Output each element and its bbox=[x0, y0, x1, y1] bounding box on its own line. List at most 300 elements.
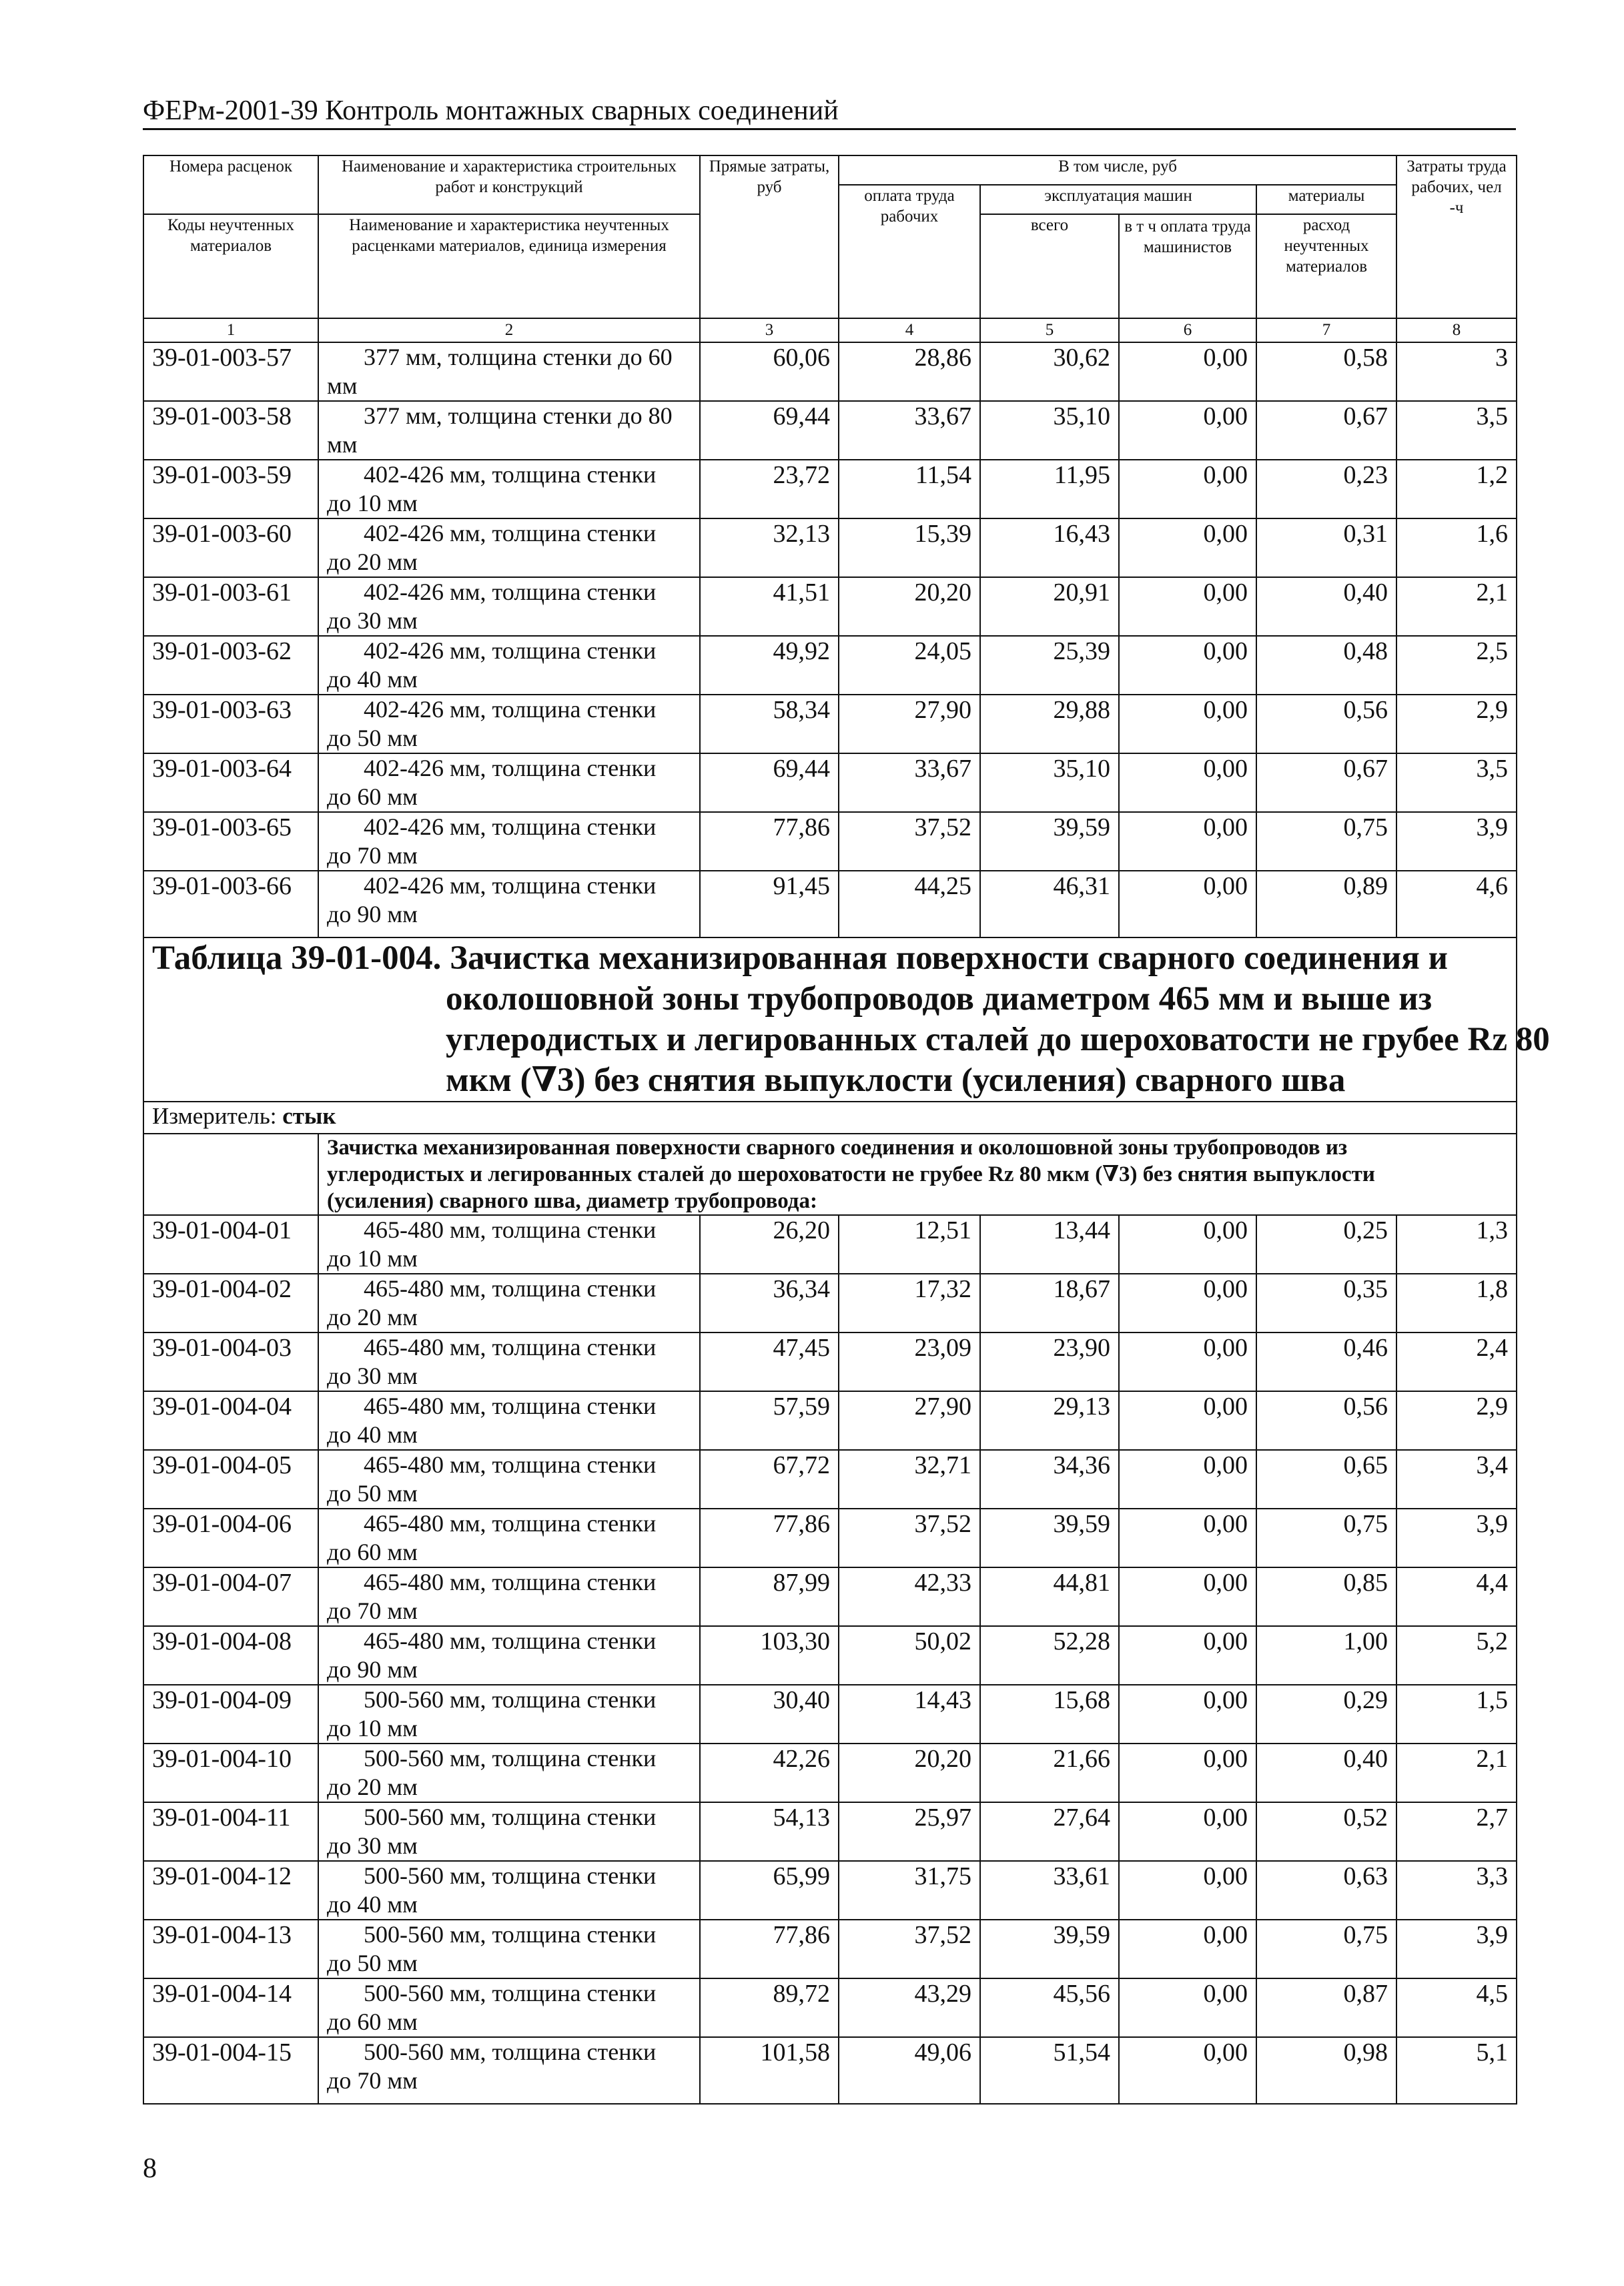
machinists-wages: 0,00 bbox=[1119, 1861, 1256, 1920]
materials-cost: 0,58 bbox=[1256, 342, 1396, 401]
machinists-wages: 0,00 bbox=[1119, 577, 1256, 636]
work-description bbox=[318, 1332, 700, 1391]
work-description-line-2: до 70 мм bbox=[327, 2067, 418, 2094]
machines-total: 20,91 bbox=[980, 577, 1119, 636]
work-description bbox=[318, 753, 700, 812]
direct-costs: 57,59 bbox=[700, 1391, 839, 1450]
workers-wages: 42,33 bbox=[839, 1567, 980, 1626]
work-description-line-2: до 50 мм bbox=[327, 1950, 418, 1976]
workers-wages: 32,71 bbox=[839, 1450, 980, 1509]
direct-costs: 41,51 bbox=[700, 577, 839, 636]
workers-wages: 17,32 bbox=[839, 1274, 980, 1332]
labor-header: Затраты труда рабочих, чел -ч bbox=[1396, 155, 1517, 318]
work-description-line-2: до 50 мм bbox=[327, 725, 418, 751]
machines-header: эксплуатация машин bbox=[980, 185, 1256, 214]
rates-table bbox=[143, 155, 1550, 2105]
machines-total: 34,36 bbox=[980, 1450, 1119, 1509]
workers-wages: 43,29 bbox=[839, 1978, 980, 2037]
rate-code: 39-01-003-61 bbox=[143, 577, 318, 636]
table-row bbox=[143, 1215, 1517, 1274]
materials-cost: 0,67 bbox=[1256, 753, 1396, 812]
table-row bbox=[143, 577, 1517, 636]
direct-costs: 23,72 bbox=[700, 460, 839, 518]
direct-costs: 36,34 bbox=[700, 1274, 839, 1332]
workers-wages: 33,67 bbox=[839, 401, 980, 460]
machinists-wages: 0,00 bbox=[1119, 1802, 1256, 1861]
labor-costs: 4,4 bbox=[1396, 1567, 1517, 1626]
work-description-line-2: до 30 мм bbox=[327, 1363, 418, 1389]
rate-code: 39-01-004-07 bbox=[143, 1567, 318, 1626]
work-description-line-1: 465-480 мм, толщина стенки bbox=[364, 1569, 657, 1595]
labor-costs: 3,9 bbox=[1396, 1509, 1517, 1567]
work-description-line-1: 465-480 мм, толщина стенки bbox=[364, 1216, 657, 1243]
work-description bbox=[318, 1274, 700, 1332]
group-description-line: (усиления) сварного шва, диаметр трубопровода: bbox=[327, 1189, 817, 1213]
machines-total: 33,61 bbox=[980, 1861, 1119, 1920]
materials-cost: 0,85 bbox=[1256, 1567, 1396, 1626]
work-description-line-1: 377 мм, толщина стенки до 60 bbox=[364, 344, 673, 370]
labor-costs: 3,5 bbox=[1396, 753, 1517, 812]
labor-costs: 1,5 bbox=[1396, 1685, 1517, 1744]
work-description-line-2: до 20 мм bbox=[327, 1774, 418, 1800]
work-description bbox=[318, 1920, 700, 1978]
column-number: 8 bbox=[1396, 318, 1517, 342]
work-description-line-2: до 10 мм bbox=[327, 1715, 418, 1742]
direct-costs: 77,86 bbox=[700, 812, 839, 871]
rate-code: 39-01-004-09 bbox=[143, 1685, 318, 1744]
direct-costs: 60,06 bbox=[700, 342, 839, 401]
materials-cost: 0,46 bbox=[1256, 1332, 1396, 1391]
direct-costs: 42,26 bbox=[700, 1744, 839, 1802]
including-header: В том числе, руб bbox=[839, 155, 1396, 185]
table-row bbox=[143, 753, 1517, 812]
workers-wages: 49,06 bbox=[839, 2037, 980, 2104]
labor-costs: 3,3 bbox=[1396, 1861, 1517, 1920]
machinists-wages: 0,00 bbox=[1119, 1450, 1256, 1509]
rate-code: 39-01-004-10 bbox=[143, 1744, 318, 1802]
table-row bbox=[143, 1332, 1517, 1391]
work-description-line-2: до 90 мм bbox=[327, 1656, 418, 1683]
work-description-line-1: 402-426 мм, толщина стенки bbox=[364, 520, 657, 546]
workers-wages: 37,52 bbox=[839, 1509, 980, 1567]
column-number: 5 bbox=[980, 318, 1119, 342]
workers-wages: 50,02 bbox=[839, 1626, 980, 1685]
direct-costs: 87,99 bbox=[700, 1567, 839, 1626]
labor-costs: 2,7 bbox=[1396, 1802, 1517, 1861]
table-39-01-004-heading bbox=[143, 937, 1550, 1215]
machinists-wages: 0,00 bbox=[1119, 1567, 1256, 1626]
machinists-wages: 0,00 bbox=[1119, 401, 1256, 460]
direct-costs: 49,92 bbox=[700, 636, 839, 695]
rate-code: 39-01-003-66 bbox=[143, 871, 318, 937]
materials-cost: 0,52 bbox=[1256, 1802, 1396, 1861]
rate-code: 39-01-004-12 bbox=[143, 1861, 318, 1920]
workers-wages: 24,05 bbox=[839, 636, 980, 695]
machinists-wages: 0,00 bbox=[1119, 753, 1256, 812]
direct-costs: 91,45 bbox=[700, 871, 839, 937]
work-description-line-2: до 30 мм bbox=[327, 1832, 418, 1859]
machines-total: 52,28 bbox=[980, 1626, 1119, 1685]
rate-code: 39-01-003-59 bbox=[143, 460, 318, 518]
labor-costs: 1,3 bbox=[1396, 1215, 1517, 1274]
work-description-line-2: до 20 мм bbox=[327, 1304, 418, 1330]
workers-wages: 25,97 bbox=[839, 1802, 980, 1861]
work-description bbox=[318, 1978, 700, 2037]
direct-costs: 101,58 bbox=[700, 2037, 839, 2104]
labor-costs: 4,5 bbox=[1396, 1978, 1517, 2037]
work-description-line-1: 402-426 мм, толщина стенки bbox=[364, 461, 657, 488]
work-description bbox=[318, 2037, 700, 2104]
work-description-line-1: 500-560 мм, толщина стенки bbox=[364, 1921, 657, 1948]
work-description-line-1: 377 мм, толщина стенки до 80 bbox=[364, 402, 673, 429]
table-row bbox=[143, 518, 1517, 577]
materials-cost: 0,40 bbox=[1256, 577, 1396, 636]
labor-costs: 1,2 bbox=[1396, 460, 1517, 518]
group-description bbox=[318, 1134, 1517, 1215]
workers-wages: 37,52 bbox=[839, 1920, 980, 1978]
work-description bbox=[318, 577, 700, 636]
workers-wages: 12,51 bbox=[839, 1215, 980, 1274]
machinists-wages: 0,00 bbox=[1119, 460, 1256, 518]
workers-wages: 23,09 bbox=[839, 1332, 980, 1391]
table-title-line: углеродистых и легированных сталей до шероховатости не грубее Rz 80 bbox=[446, 1021, 1550, 1058]
table-row bbox=[143, 812, 1517, 871]
table-row bbox=[143, 1391, 1517, 1450]
direct-costs: 26,20 bbox=[700, 1215, 839, 1274]
table-title-line: мкм (∇3) без снятия выпуклости (усиления) сварного шва bbox=[446, 1062, 1346, 1099]
work-description bbox=[318, 695, 700, 753]
machines-total: 18,67 bbox=[980, 1274, 1119, 1332]
table-row bbox=[143, 1978, 1517, 2037]
work-description-line-2: до 90 мм bbox=[327, 901, 418, 927]
table-row bbox=[143, 342, 1517, 401]
work-description-line-2: до 60 мм bbox=[327, 2008, 418, 2035]
work-description-line-2: мм bbox=[327, 431, 358, 458]
wages-header: оплата труда рабочих bbox=[839, 185, 980, 318]
group-code-cell bbox=[143, 1134, 318, 1215]
table-title bbox=[143, 937, 1550, 1102]
work-description-line-2: до 50 мм bbox=[327, 1480, 418, 1507]
labor-costs: 1,6 bbox=[1396, 518, 1517, 577]
work-description-line-1: 465-480 мм, толщина стенки bbox=[364, 1510, 657, 1537]
labor-costs: 2,9 bbox=[1396, 695, 1517, 753]
machinists-wages: 0,00 bbox=[1119, 1920, 1256, 1978]
materials-cost: 0,40 bbox=[1256, 1744, 1396, 1802]
work-description-line-2: до 10 мм bbox=[327, 490, 418, 516]
table-row bbox=[143, 1744, 1517, 1802]
machinists-wages: 0,00 bbox=[1119, 812, 1256, 871]
work-description bbox=[318, 1567, 700, 1626]
table-row bbox=[143, 636, 1517, 695]
machinists-wages: 0,00 bbox=[1119, 1509, 1256, 1567]
rate-code: 39-01-003-60 bbox=[143, 518, 318, 577]
workers-wages: 27,90 bbox=[839, 695, 980, 753]
table-row bbox=[143, 1509, 1517, 1567]
rate-code: 39-01-003-62 bbox=[143, 636, 318, 695]
machinists-wages: 0,00 bbox=[1119, 342, 1256, 401]
column-number: 2 bbox=[318, 318, 700, 342]
materials-cost: 0,56 bbox=[1256, 1391, 1396, 1450]
work-description bbox=[318, 1626, 700, 1685]
direct-costs: 89,72 bbox=[700, 1978, 839, 2037]
labor-costs: 2,4 bbox=[1396, 1332, 1517, 1391]
table-row bbox=[143, 1861, 1517, 1920]
work-description-line-1: 465-480 мм, толщина стенки bbox=[364, 1334, 657, 1361]
machinists-wages: 0,00 bbox=[1119, 1215, 1256, 1274]
work-description bbox=[318, 1861, 700, 1920]
materials-cost: 0,35 bbox=[1256, 1274, 1396, 1332]
labor-costs: 1,8 bbox=[1396, 1274, 1517, 1332]
table-row bbox=[143, 695, 1517, 753]
labor-costs: 5,2 bbox=[1396, 1626, 1517, 1685]
table-row bbox=[143, 1920, 1517, 1978]
workers-wages: 33,67 bbox=[839, 753, 980, 812]
rate-code: 39-01-004-13 bbox=[143, 1920, 318, 1978]
machines-total: 39,59 bbox=[980, 1509, 1119, 1567]
work-description-line-1: 402-426 мм, толщина стенки bbox=[364, 637, 657, 664]
workers-wages: 14,43 bbox=[839, 1685, 980, 1744]
machinists-wages: 0,00 bbox=[1119, 1978, 1256, 2037]
materials-cost: 0,23 bbox=[1256, 460, 1396, 518]
direct-costs: 103,30 bbox=[700, 1626, 839, 1685]
direct-costs: 67,72 bbox=[700, 1450, 839, 1509]
rate-code: 39-01-003-65 bbox=[143, 812, 318, 871]
machinists-wages: 0,00 bbox=[1119, 2037, 1256, 2104]
machines-total: 21,66 bbox=[980, 1744, 1119, 1802]
machines-total: 39,59 bbox=[980, 812, 1119, 871]
work-description bbox=[318, 401, 700, 460]
work-description bbox=[318, 1391, 700, 1450]
page-header: ФЕРм-2001-39 Контроль монтажных сварных соединений bbox=[143, 93, 1516, 130]
materials-cost: 0,63 bbox=[1256, 1861, 1396, 1920]
work-description-line-1: 465-480 мм, толщина стенки bbox=[364, 1393, 657, 1419]
unit-of-measure bbox=[143, 1102, 1517, 1134]
workers-wages: 15,39 bbox=[839, 518, 980, 577]
table-row bbox=[143, 1802, 1517, 1861]
work-description-line-1: 465-480 мм, толщина стенки bbox=[364, 1451, 657, 1478]
machines-total: 39,59 bbox=[980, 1920, 1119, 1978]
labor-costs: 2,5 bbox=[1396, 636, 1517, 695]
workers-wages: 31,75 bbox=[839, 1861, 980, 1920]
table-title-line: околошовной зоны трубопроводов диаметром 465 мм и выше из bbox=[446, 980, 1433, 1018]
machines-total: 11,95 bbox=[980, 460, 1119, 518]
machines-total: 30,62 bbox=[980, 342, 1119, 401]
work-description-line-1: 465-480 мм, толщина стенки bbox=[364, 1275, 657, 1302]
labor-costs: 3,4 bbox=[1396, 1450, 1517, 1509]
rate-code: 39-01-004-11 bbox=[143, 1802, 318, 1861]
rate-code: 39-01-004-04 bbox=[143, 1391, 318, 1450]
work-description-line-2: до 40 мм bbox=[327, 666, 418, 693]
machines-total: 16,43 bbox=[980, 518, 1119, 577]
work-description-line-2: до 20 мм bbox=[327, 548, 418, 575]
group-description-line: углеродистых и легированных сталей до шероховатости не грубее Rz 80 мкм (∇3) без снятия выпуклости bbox=[327, 1162, 1375, 1186]
labor-costs: 2,1 bbox=[1396, 577, 1517, 636]
materials-cost: 1,00 bbox=[1256, 1626, 1396, 1685]
materials-header: материалы bbox=[1256, 185, 1396, 214]
measure-value: стык bbox=[282, 1103, 336, 1129]
group-description-line: Зачистка механизированная поверхности сварного соединения и околошовной зоны трубопроводов из bbox=[327, 1136, 1348, 1160]
work-description-line-1: 402-426 мм, толщина стенки bbox=[364, 813, 657, 840]
column-number: 3 bbox=[700, 318, 839, 342]
work-description-line-1: 402-426 мм, толщина стенки bbox=[364, 696, 657, 723]
machines-total: 15,68 bbox=[980, 1685, 1119, 1744]
work-description-line-1: 500-560 мм, толщина стенки bbox=[364, 1686, 657, 1713]
machinists-wages: 0,00 bbox=[1119, 1685, 1256, 1744]
work-description-line-2: до 10 мм bbox=[327, 1245, 418, 1272]
rate-code: 39-01-004-03 bbox=[143, 1332, 318, 1391]
work-description-line-2: до 70 мм bbox=[327, 842, 418, 869]
workers-wages: 11,54 bbox=[839, 460, 980, 518]
labor-costs: 3,9 bbox=[1396, 812, 1517, 871]
work-description bbox=[318, 1215, 700, 1274]
column-number: 4 bbox=[839, 318, 980, 342]
workers-wages: 28,86 bbox=[839, 342, 980, 401]
table-row bbox=[143, 2037, 1517, 2104]
machines-total: 29,88 bbox=[980, 695, 1119, 753]
machines-total: 29,13 bbox=[980, 1391, 1119, 1450]
rate-code: 39-01-004-06 bbox=[143, 1509, 318, 1567]
table-title-line: Таблица 39-01-004. Зачистка механизированная поверхности сварного соединения и bbox=[152, 939, 1448, 977]
materials-cost: 0,98 bbox=[1256, 2037, 1396, 2104]
work-description-line-1: 402-426 мм, толщина стенки bbox=[364, 579, 657, 605]
materials-cost: 0,25 bbox=[1256, 1215, 1396, 1274]
direct-costs: 69,44 bbox=[700, 401, 839, 460]
work-description bbox=[318, 812, 700, 871]
work-description bbox=[318, 1450, 700, 1509]
column-number: 1 bbox=[143, 318, 318, 342]
machines-total: 44,81 bbox=[980, 1567, 1119, 1626]
work-description-line-2: до 70 мм bbox=[327, 1597, 418, 1624]
labor-costs: 3,9 bbox=[1396, 1920, 1517, 1978]
machines-total: 35,10 bbox=[980, 401, 1119, 460]
machinists-wages: 0,00 bbox=[1119, 1626, 1256, 1685]
work-description-line-1: 500-560 мм, толщина стенки bbox=[364, 1804, 657, 1830]
work-description bbox=[318, 871, 700, 937]
machinists-wages-header: в т ч оплата труда машинистов bbox=[1119, 214, 1256, 318]
machinists-wages: 0,00 bbox=[1119, 1391, 1256, 1450]
codes-header-bottom: Коды неучтенных материалов bbox=[143, 214, 318, 318]
work-description-line-1: 402-426 мм, толщина стенки bbox=[364, 755, 657, 781]
machinists-wages: 0,00 bbox=[1119, 1332, 1256, 1391]
workers-wages: 20,20 bbox=[839, 1744, 980, 1802]
rate-code: 39-01-004-14 bbox=[143, 1978, 318, 2037]
machinists-wages: 0,00 bbox=[1119, 1274, 1256, 1332]
labor-costs: 3 bbox=[1396, 342, 1517, 401]
direct-costs: 77,86 bbox=[700, 1920, 839, 1978]
table-rows-39-01-003 bbox=[143, 342, 1517, 937]
work-description-line-2: до 40 мм bbox=[327, 1421, 418, 1448]
measure-label: Измеритель: bbox=[152, 1103, 277, 1129]
materials-cost: 0,75 bbox=[1256, 1920, 1396, 1978]
table-head bbox=[143, 155, 1517, 342]
machines-total: 25,39 bbox=[980, 636, 1119, 695]
rate-code: 39-01-004-01 bbox=[143, 1215, 318, 1274]
materials-cost: 0,67 bbox=[1256, 401, 1396, 460]
machines-total: 51,54 bbox=[980, 2037, 1119, 2104]
table-row bbox=[143, 1450, 1517, 1509]
work-description-line-2: до 60 мм bbox=[327, 783, 418, 810]
work-description-line-2: мм bbox=[327, 372, 358, 399]
work-description-line-2: до 60 мм bbox=[327, 1539, 418, 1565]
labor-costs: 4,6 bbox=[1396, 871, 1517, 937]
machines-total: 45,56 bbox=[980, 1978, 1119, 2037]
rate-code: 39-01-004-02 bbox=[143, 1274, 318, 1332]
materials-cost: 0,56 bbox=[1256, 695, 1396, 753]
table-row bbox=[143, 1685, 1517, 1744]
work-description-line-2: до 40 мм bbox=[327, 1891, 418, 1918]
labor-costs: 2,9 bbox=[1396, 1391, 1517, 1450]
work-description bbox=[318, 636, 700, 695]
work-description bbox=[318, 1802, 700, 1861]
column-number: 7 bbox=[1256, 318, 1396, 342]
rate-code: 39-01-003-57 bbox=[143, 342, 318, 401]
table-row bbox=[143, 1274, 1517, 1332]
page-number: 8 bbox=[143, 2153, 157, 2184]
machines-total-header: всего bbox=[980, 214, 1119, 318]
work-description bbox=[318, 518, 700, 577]
machines-total: 46,31 bbox=[980, 871, 1119, 937]
machines-total: 27,64 bbox=[980, 1802, 1119, 1861]
direct-costs: 77,86 bbox=[700, 1509, 839, 1567]
direct-costs: 30,40 bbox=[700, 1685, 839, 1744]
workers-wages: 44,25 bbox=[839, 871, 980, 937]
work-description-line-1: 500-560 мм, толщина стенки bbox=[364, 2038, 657, 2065]
name-header-bottom: Наименование и характеристика неучтенных расценками материалов, единица измерения bbox=[318, 214, 700, 318]
rate-code: 39-01-003-58 bbox=[143, 401, 318, 460]
table-row bbox=[143, 401, 1517, 460]
rate-code: 39-01-004-15 bbox=[143, 2037, 318, 2104]
materials-cost: 0,65 bbox=[1256, 1450, 1396, 1509]
machinists-wages: 0,00 bbox=[1119, 1744, 1256, 1802]
rate-code: 39-01-003-63 bbox=[143, 695, 318, 753]
labor-costs: 3,5 bbox=[1396, 401, 1517, 460]
column-number: 6 bbox=[1119, 318, 1256, 342]
direct-costs: 58,34 bbox=[700, 695, 839, 753]
direct-costs: 69,44 bbox=[700, 753, 839, 812]
rate-code: 39-01-004-08 bbox=[143, 1626, 318, 1685]
direct-costs: 54,13 bbox=[700, 1802, 839, 1861]
table-row bbox=[143, 1567, 1517, 1626]
work-description-line-1: 500-560 мм, толщина стенки bbox=[364, 1862, 657, 1889]
table-row bbox=[143, 1626, 1517, 1685]
direct-costs: 65,99 bbox=[700, 1861, 839, 1920]
rate-code: 39-01-004-05 bbox=[143, 1450, 318, 1509]
table-row bbox=[143, 871, 1517, 937]
work-description bbox=[318, 460, 700, 518]
work-description-line-1: 500-560 мм, толщина стенки bbox=[364, 1980, 657, 2006]
workers-wages: 20,20 bbox=[839, 577, 980, 636]
work-description bbox=[318, 1509, 700, 1567]
labor-costs: 5,1 bbox=[1396, 2037, 1517, 2104]
work-description bbox=[318, 342, 700, 401]
labor-costs: 2,1 bbox=[1396, 1744, 1517, 1802]
direct-costs: 32,13 bbox=[700, 518, 839, 577]
work-description-line-1: 465-480 мм, толщина стенки bbox=[364, 1627, 657, 1654]
direct-costs-header: Прямые затраты, руб bbox=[700, 155, 839, 318]
work-description bbox=[318, 1744, 700, 1802]
table-rows-39-01-004 bbox=[143, 1215, 1517, 2104]
materials-cost: 0,31 bbox=[1256, 518, 1396, 577]
machinists-wages: 0,00 bbox=[1119, 636, 1256, 695]
work-description-line-1: 500-560 мм, толщина стенки bbox=[364, 1745, 657, 1772]
work-description-line-2: до 30 мм bbox=[327, 607, 418, 634]
codes-header-top: Номера расценок bbox=[143, 155, 318, 214]
machinists-wages: 0,00 bbox=[1119, 695, 1256, 753]
materials-cost: 0,89 bbox=[1256, 871, 1396, 937]
materials-cost: 0,75 bbox=[1256, 1509, 1396, 1567]
machinists-wages: 0,00 bbox=[1119, 871, 1256, 937]
materials-cost: 0,29 bbox=[1256, 1685, 1396, 1744]
